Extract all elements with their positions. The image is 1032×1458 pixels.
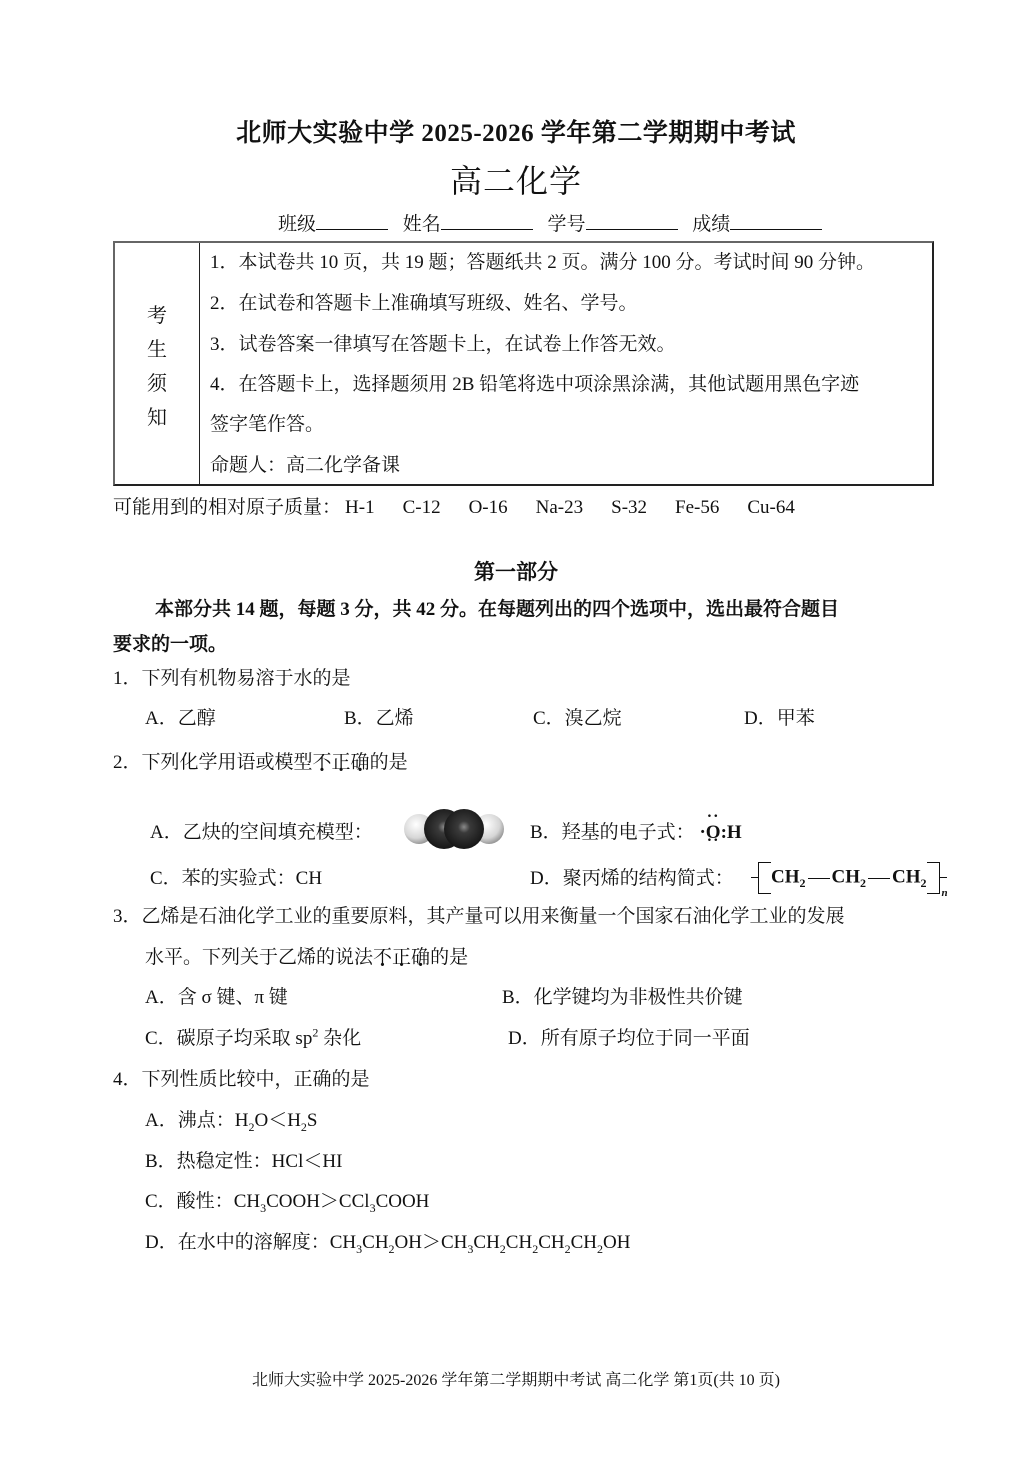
student-id-label: 学号 <box>547 214 586 235</box>
emphasis-char: 确 <box>350 752 370 773</box>
notice-side-label <box>115 243 200 484</box>
subject-title: 高二化学 <box>449 163 582 199</box>
side-char: 生 <box>147 339 167 361</box>
unit: CH <box>892 866 921 888</box>
stem-text: 水平。下列关于乙烯的说法 <box>145 947 374 968</box>
q3-option-a[interactable]: A．含 σ 键、π 键 <box>145 987 288 1008</box>
q2-option-a[interactable]: A．乙炔的空间填充模型： <box>150 822 373 843</box>
mass-value: O-16 <box>468 497 508 518</box>
option-text: A．沸点： <box>145 1110 235 1131</box>
option-text: C．碳原子均采取 sp <box>145 1028 313 1049</box>
formula: $H_2O<H_2S$ <box>234 1110 318 1134</box>
subscript: 2 <box>799 876 806 891</box>
question-3-stem: 3．乙烯是石油化学工业的重要原料，其产量可以用来衡量一个国家石油化学工业的发展 <box>113 906 845 927</box>
notice-item-4-cont: 签字笔作答。 <box>210 414 325 435</box>
exam-title: 北师大实验中学 2025-2026 学年第二学期期中考试 <box>236 120 796 147</box>
bond <box>808 878 830 879</box>
q3-option-c[interactable] <box>145 1023 361 1050</box>
exam-notice-box <box>113 241 934 486</box>
section-instruction: 本部分共 14 题，每题 3 分，共 42 分。在每题列出的四个选项中，选出最符合题目 <box>155 599 840 620</box>
mass-value: Fe-56 <box>675 497 720 518</box>
class-blank[interactable] <box>316 211 388 230</box>
unit: CH <box>831 866 860 888</box>
left-bracket <box>758 862 771 894</box>
class-label: 班级 <box>278 214 317 235</box>
subscript: 2 <box>860 876 866 891</box>
option-text: 杂化 <box>318 1028 362 1049</box>
formula: $CH_3CH_2OH>CH_3CH_2CH_2CH_2CH_2OH$ <box>329 1232 631 1256</box>
q4-option-a[interactable] <box>145 1105 318 1132</box>
electron-pair: : <box>720 822 727 843</box>
q4-option-d[interactable] <box>145 1227 630 1254</box>
q4-option-b[interactable]: B．热稳定性：HCl＜HI <box>145 1151 343 1172</box>
mass-value: C-12 <box>402 497 441 518</box>
score-label: 成绩 <box>692 214 731 235</box>
mass-value: Na-23 <box>535 497 584 518</box>
superscript: 2 <box>312 1025 319 1040</box>
hydrogen-symbol: H <box>726 822 742 843</box>
q3-option-b[interactable]: B．化学键均为非极性共价键 <box>502 987 743 1008</box>
q1-option-d[interactable]: D．甲苯 <box>744 708 815 729</box>
formula: $CH_3COOH>CCl_3COOH$ <box>233 1191 430 1215</box>
atomic-masses <box>113 492 795 519</box>
question-4-stem: 4．下列性质比较中，正确的是 <box>113 1069 370 1090</box>
stem-text: 的是 <box>430 947 469 968</box>
mass-value: H-1 <box>345 497 375 518</box>
q3-option-d[interactable]: D．所有原子均位于同一平面 <box>508 1028 750 1049</box>
side-char: 须 <box>147 373 167 395</box>
emphasis-char: 确 <box>411 947 431 968</box>
question-1-stem: 1．下列有机物易溶于水的是 <box>113 668 351 689</box>
option-text: B．羟基的电子式： <box>530 822 695 843</box>
subscript: 2 <box>920 876 927 891</box>
emphasis-char: 正 <box>331 752 351 773</box>
side-char: 知 <box>147 407 167 429</box>
q1-option-c[interactable]: C．溴乙烷 <box>533 708 622 729</box>
page-footer: 北师大实验中学 2025-2026 学年第二学期期中考试 高二化学 第1页(共 10 页) <box>252 1372 780 1389</box>
notice-item-1: 1．本试卷共 10 页，共 19 题；答题纸共 2 页。满分 100 分。考试时间 90 分钟。 <box>210 252 876 273</box>
hydroxyl-electron-formula <box>699 822 741 844</box>
notice-item-2: 2．在试卷和答题卡上准确填写班级、姓名、学号。 <box>210 293 638 314</box>
q1-option-b[interactable]: B．乙烯 <box>344 708 414 729</box>
name-label: 姓名 <box>402 214 441 235</box>
notice-item-3: 3．试卷答案一律填写在答题卡上，在试卷上作答无效。 <box>210 334 676 355</box>
unit: CH <box>771 866 800 888</box>
question-3-stem-cont <box>145 942 468 969</box>
section-title: 第一部分 <box>474 560 558 584</box>
ethyne-space-filling-model-icon <box>402 808 506 850</box>
student-info-fields <box>278 209 832 236</box>
option-text: C．酸性： <box>145 1191 234 1212</box>
mass-value: S-32 <box>611 497 648 518</box>
emphasis-char: 不 <box>373 947 393 968</box>
name-blank[interactable] <box>441 211 533 230</box>
q1-option-a[interactable]: A．乙醇 <box>145 708 216 729</box>
right-bracket <box>927 862 940 894</box>
electron-dot: · <box>699 822 706 843</box>
q2-option-d[interactable]: D．聚丙烯的结构简式： <box>530 868 734 889</box>
student-id-blank[interactable] <box>586 211 678 230</box>
side-char: 考 <box>147 305 167 327</box>
q2-option-b[interactable] <box>530 817 742 844</box>
oxygen-symbol: ·· O ·· <box>706 822 721 844</box>
q4-option-c[interactable] <box>145 1186 429 1213</box>
atomic-masses-label: 可能用到的相对原子质量： <box>113 497 342 518</box>
q2-option-c[interactable]: C．苯的实验式：CH <box>150 868 323 889</box>
repeat-n: n <box>941 887 948 900</box>
section-instruction-cont: 要求的一项。 <box>113 634 228 655</box>
score-blank[interactable] <box>730 211 822 230</box>
question-2-stem <box>113 747 408 774</box>
stem-text: 2．下列化学用语或模型 <box>113 752 313 773</box>
notice-author: 命题人：高二化学备课 <box>210 455 401 476</box>
emphasis-char: 正 <box>392 947 412 968</box>
emphasis-char: 不 <box>312 752 332 773</box>
mass-value: Cu-64 <box>747 497 795 518</box>
polypropylene-structure <box>758 862 948 899</box>
bond <box>868 878 890 879</box>
notice-item-4: 4．在答题卡上，选择题须用 2B 铅笔将选中项涂黑涂满，其他试题用黑色字迹 <box>210 374 860 395</box>
option-text: D．在水中的溶解度： <box>145 1232 330 1253</box>
stem-text: 的是 <box>369 752 408 773</box>
